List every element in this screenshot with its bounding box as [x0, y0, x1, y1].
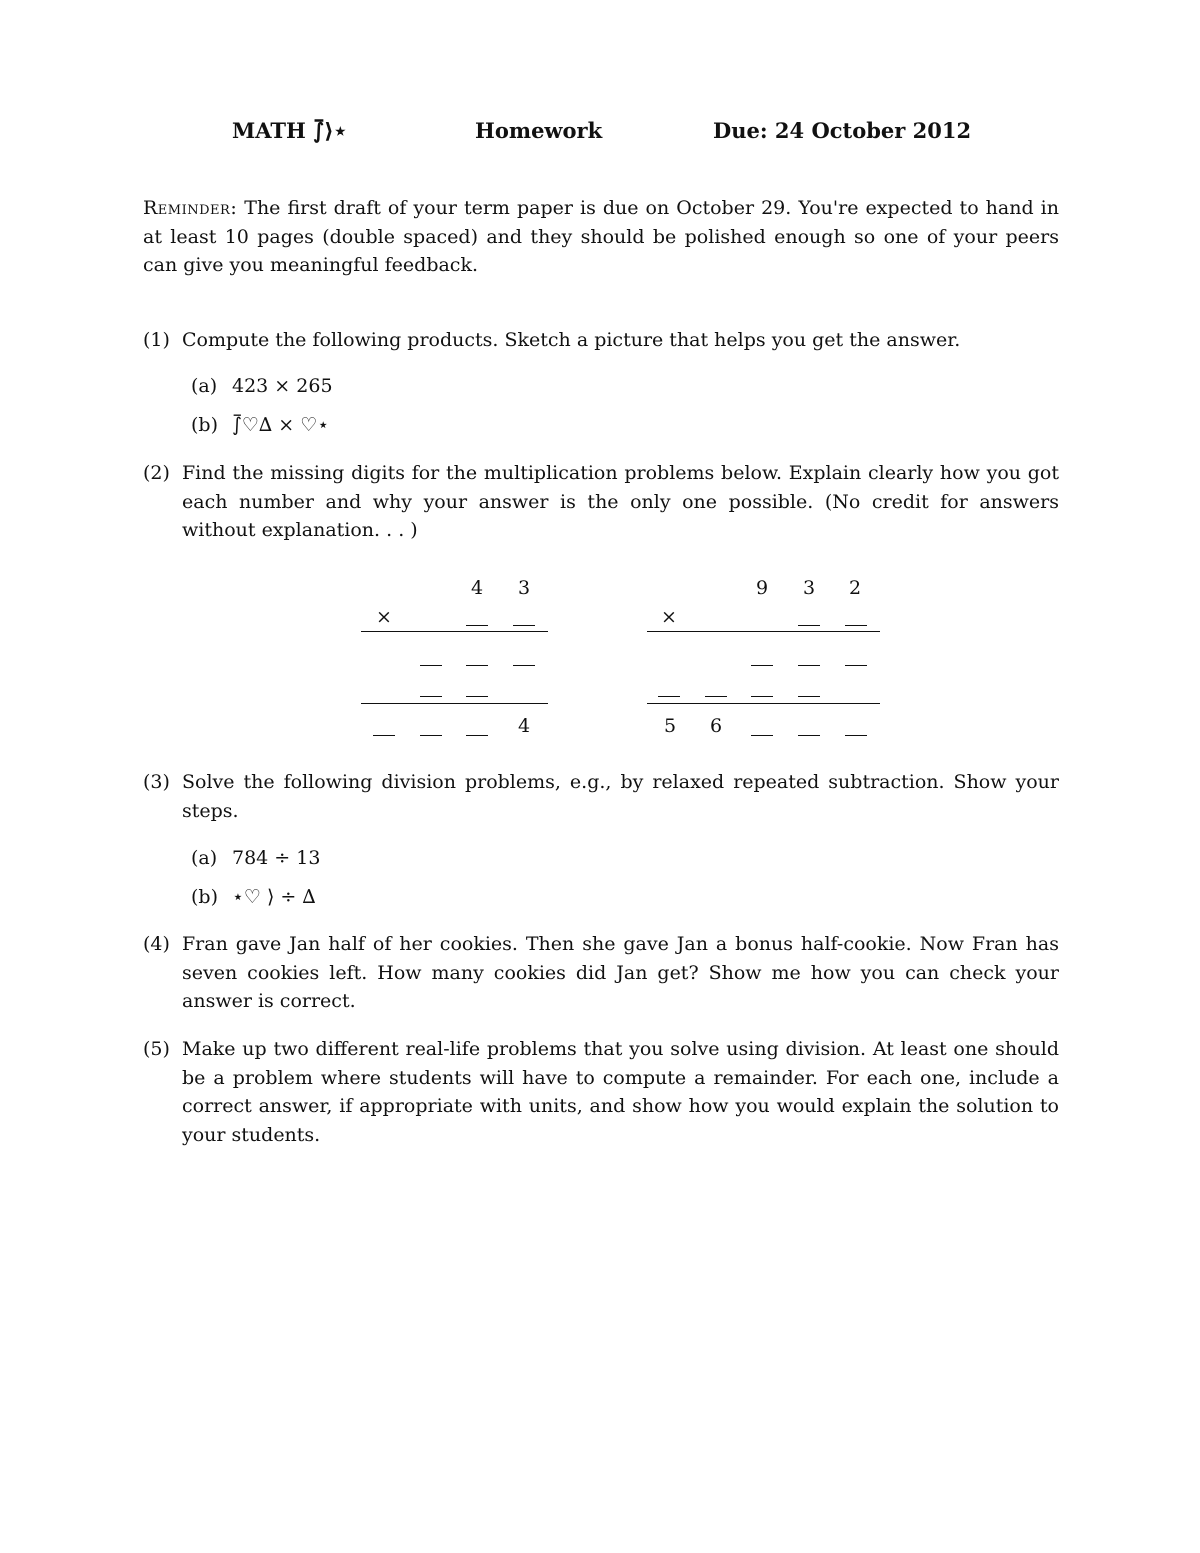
digit-blank[interactable] — [798, 625, 820, 626]
digit: 3 — [517, 577, 531, 599]
problem-number: (1) — [143, 329, 170, 351]
digit-blank[interactable] — [751, 696, 773, 697]
digit-blank[interactable] — [420, 696, 442, 697]
digit: 6 — [709, 715, 723, 737]
digit-blank[interactable] — [845, 665, 867, 666]
digit-blank[interactable] — [466, 665, 488, 666]
digit-blank[interactable] — [373, 735, 395, 736]
digit: 3 — [802, 577, 816, 599]
problem-number: (3) — [143, 771, 170, 793]
subpart-expression: 423 × 265 — [232, 375, 333, 397]
due-date: Due: 24 October 2012 — [713, 118, 972, 143]
digit-blank[interactable] — [466, 735, 488, 736]
digit-blank[interactable] — [798, 665, 820, 666]
problem-number: (2) — [143, 462, 170, 484]
problem-number: (5) — [143, 1038, 170, 1060]
subpart-expression: ⨛♡∆ × ♡⋆ — [232, 414, 330, 436]
digit-blank[interactable] — [658, 696, 680, 697]
digit-blank[interactable] — [798, 735, 820, 736]
digit-blank[interactable] — [798, 696, 820, 697]
rule-line — [361, 703, 548, 704]
digit-blank[interactable] — [751, 735, 773, 736]
digit-blank[interactable] — [845, 625, 867, 626]
digit: 2 — [848, 577, 862, 599]
digit: 9 — [755, 577, 769, 599]
subpart-label: (b) — [191, 886, 218, 908]
digit: 4 — [470, 577, 484, 599]
digit-blank[interactable] — [420, 735, 442, 736]
digit-blank[interactable] — [466, 696, 488, 697]
course-title: MATH ⨛⟩⋆ — [232, 118, 347, 143]
rule-line — [647, 703, 880, 704]
problem-text: Make up two different real-life problems that you solve using division. At least one should be a problem where students will have to compute a remainder. For each one, include a correct answer, if appropriate with units, and show how you would explain the solution to your students. — [182, 1038, 1059, 1146]
assignment-title: Homework — [475, 118, 603, 143]
problem-number: (4) — [143, 933, 170, 955]
digit-blank[interactable] — [513, 665, 535, 666]
reminder-text: The first draft of your term paper is due on October 29. You're expected to hand in at least 10 pages (double spaced) and they should be polished enough so one of your peers can give you meaningful feedback. — [143, 197, 1059, 276]
digit: 4 — [517, 715, 531, 737]
problem-text: Solve the following division problems, e.g., by relaxed repeated subtraction. Show your steps. — [182, 771, 1059, 822]
subpart-label: (b) — [191, 414, 218, 436]
subpart-expression: 784 ÷ 13 — [232, 847, 321, 869]
times-sign: × — [661, 606, 677, 628]
problem-text: Compute the following products. Sketch a picture that helps you get the answer. — [182, 329, 961, 351]
reminder-paragraph — [143, 194, 1059, 280]
rule-line — [647, 631, 880, 632]
digit-blank[interactable] — [751, 665, 773, 666]
rule-line — [361, 631, 548, 632]
times-sign: × — [376, 606, 392, 628]
problem-text: Find the missing digits for the multiplication problems below. Explain clearly how you got each number and why your answer is the only one possible. (No credit for answers without explanation. . . ) — [182, 462, 1059, 541]
subpart-label: (a) — [191, 847, 218, 869]
digit-blank[interactable] — [513, 625, 535, 626]
digit: 5 — [663, 715, 677, 737]
subpart-label: (a) — [191, 375, 218, 397]
digit-blank[interactable] — [420, 665, 442, 666]
digit-blank[interactable] — [845, 735, 867, 736]
digit-blank[interactable] — [705, 696, 727, 697]
reminder-label: Reminder: — [143, 197, 238, 219]
problem-text: Fran gave Jan half of her cookies. Then she gave Jan a bonus half-cookie. Now Fran has seven cookies left. How many cookies did Jan get? Show me how you can check your answer is correct. — [182, 933, 1059, 1012]
subpart-expression: ⋆♡ ⟩ ÷ ∆ — [232, 886, 316, 908]
digit-blank[interactable] — [466, 625, 488, 626]
